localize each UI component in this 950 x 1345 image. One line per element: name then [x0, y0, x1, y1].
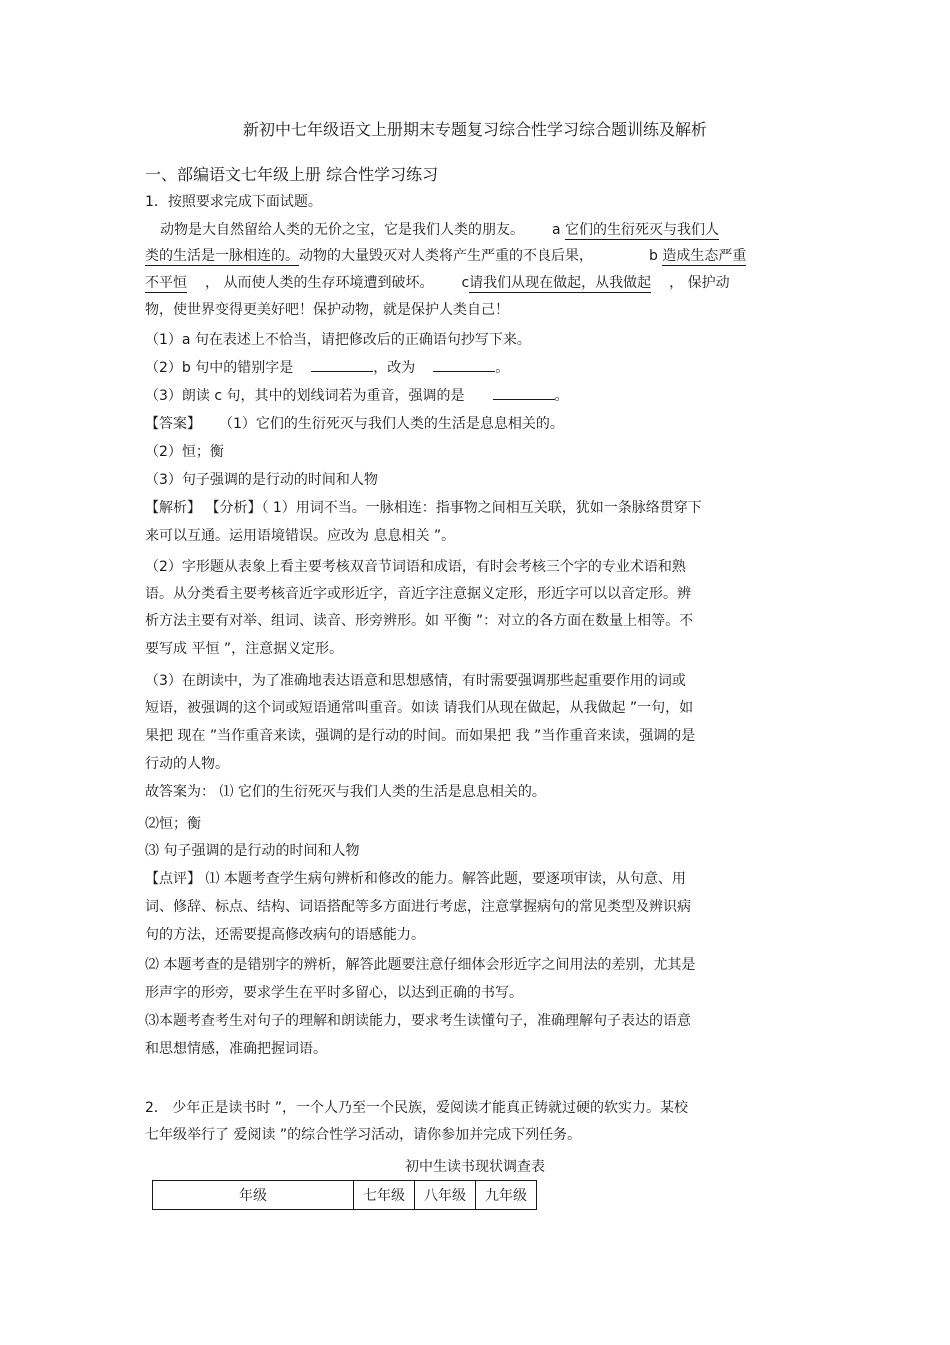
answer-blank	[311, 358, 373, 372]
q1-passage-line-2: 类的生活是一脉相连的。动物的大量毁灭对人类将产生严重的不良后果， b 造成生态严重	[145, 248, 747, 264]
answer-line-2: （2）恒；衡	[145, 444, 224, 460]
answer-label: 【答案】	[145, 416, 201, 432]
comment-line-1: 【点评】 ⑴ 本题考查学生病句辨析和修改的能力。解答此题，要逐项审读，从句意、用	[145, 871, 686, 887]
q2-intro-line-2: 七年级举行了 爱阅读 ”的综合性学习活动，请你参加并完成下列任务。	[145, 1127, 582, 1143]
analysis-line-1: 【解析】 【分析】（ 1）用词不当。一脉相连：指事物之间相互关联，犹如一条脉络贯穿下	[145, 500, 702, 516]
analysis-line-5: 析方法主要有对举、组词、读音、形旁辨形。如 平衡 ”：对立的各方面在数量上相等。不	[145, 613, 694, 629]
final-answer-2: ⑵恒；衡	[145, 816, 201, 832]
sentence-a-underlined-cont: 类的生活是一脉相连的。	[145, 248, 299, 264]
q1-sub-question-1: （1）a 句在表述上不恰当，请把修改后的正确语句抄写下来。	[145, 332, 531, 348]
table-header-cell: 七年级	[354, 1181, 415, 1210]
analysis-line-10: 行动的人物。	[145, 756, 229, 772]
sentence-b-underlined-cont: 不平恒	[145, 275, 187, 291]
comment-line-4: ⑵ 本题考查的是错别字的辨析，解答此题要注意仔细体会形近字之间用法的差别，尤其是	[145, 957, 696, 973]
table-header-cell: 年级	[153, 1181, 354, 1210]
analysis-line-6: 要写成 平恒 ”，注意据义定形。	[145, 641, 344, 657]
final-answer-1: 故答案为： ⑴ 它们的生衍死灭与我们人类的生活是息息相关的。	[145, 784, 546, 800]
comment-line-6: ⑶本题考查考生对句子的理解和朗读能力，要求考生读懂句子，准确理解句子表达的语意	[145, 1013, 691, 1029]
analysis-line-2: 来可以互通。运用语境错误。应改为 息息相关 ”。	[145, 528, 456, 544]
table-header-cell: 九年级	[476, 1181, 537, 1210]
comment-line-3: 句的方法，还需要提高修改病句的语感能力。	[145, 927, 425, 943]
comment-line-7: 和思想情感，准确把握词语。	[145, 1041, 327, 1057]
final-answer-3: ⑶ 句子强调的是行动的时间和人物	[145, 843, 360, 859]
comment-line-5: 形声字的形旁，要求学生在平时多留心，以达到正确的书写。	[145, 985, 523, 1001]
table-caption: 初中生读书现状调查表	[405, 1159, 545, 1175]
table-header-row	[153, 1181, 537, 1210]
section-heading: 一、部编语文七年级上册 综合性学习练习	[145, 165, 439, 184]
answer-blank	[493, 386, 555, 400]
q1-instruction: 1．按照要求完成下面试题。	[145, 194, 322, 210]
document-title: 新初中七年级语文上册期末专题复习综合性学习综合题训练及解析	[242, 120, 707, 139]
analysis-line-7: （3）在朗读中，为了准确地表达语意和思想感情，有时需要强调那些起重要作用的词或	[145, 673, 686, 689]
sentence-c-underlined: 请我们从现在做起，从我做起	[469, 275, 652, 291]
q1-passage-line-3: 不平恒 ， 从而使人类的生存环境遭到破坏。 c请我们从现在做起，从我做起 ， 保护动	[145, 275, 730, 291]
sentence-b-underlined: 造成生态严重	[662, 248, 747, 264]
analysis-line-4: 语。从分类看主要考核音近字或形近字，音近字注意据义定形，形近字可以以音定形。辨	[145, 586, 691, 602]
answer-line-3: （3）句子强调的是行动的时间和人物	[145, 472, 378, 488]
sentence-a-underlined: 它们的生衍死灭与我们人	[565, 222, 720, 238]
answer-blank	[433, 358, 495, 372]
analysis-line-3: （2）字形题从表象上看主要考核双音节词语和成语，有时会考核三个字的专业术语和熟	[145, 559, 686, 575]
q1-passage-line-1: 动物是大自然留给人类的无价之宝，它是我们人类的朋友。 a 它们的生衍死灭与我们人	[160, 222, 720, 238]
answer-line-1: 【答案】 （1）它们的生衍死灭与我们人类的生活是息息相关的。	[145, 416, 564, 432]
survey-table	[152, 1180, 537, 1210]
q1-passage-line-4: 物，使世界变得更美好吧！保护动物，就是保护人类自己！	[145, 302, 509, 318]
analysis-line-9: 果把 现在 ”当作重音来读，强调的是行动的时间。而如果把 我 ”当作重音来读，强调的是	[145, 728, 696, 744]
q2-intro-line-1: 2． 少年正是读书时 ”，一个人乃至一个民族，爱阅读才能真正铸就过硬的软实力。某校	[145, 1100, 689, 1116]
table-header-cell: 八年级	[415, 1181, 476, 1210]
comment-line-2: 词、修辞、标点、结构、词语搭配等多方面进行考虑，注意掌握病句的常见类型及辨识病	[145, 899, 691, 915]
q1-sub-question-3: （3）朗读 c 句，其中的划线词若为重音，强调的是 。	[145, 388, 569, 404]
q1-sub-question-2: （2）b 句中的错别字是 ，改为 。	[145, 360, 510, 376]
analysis-line-8: 短语，被强调的这个词或短语通常叫重音。如读 请我们从现在做起，从我做起 ”一句，如	[145, 700, 694, 716]
